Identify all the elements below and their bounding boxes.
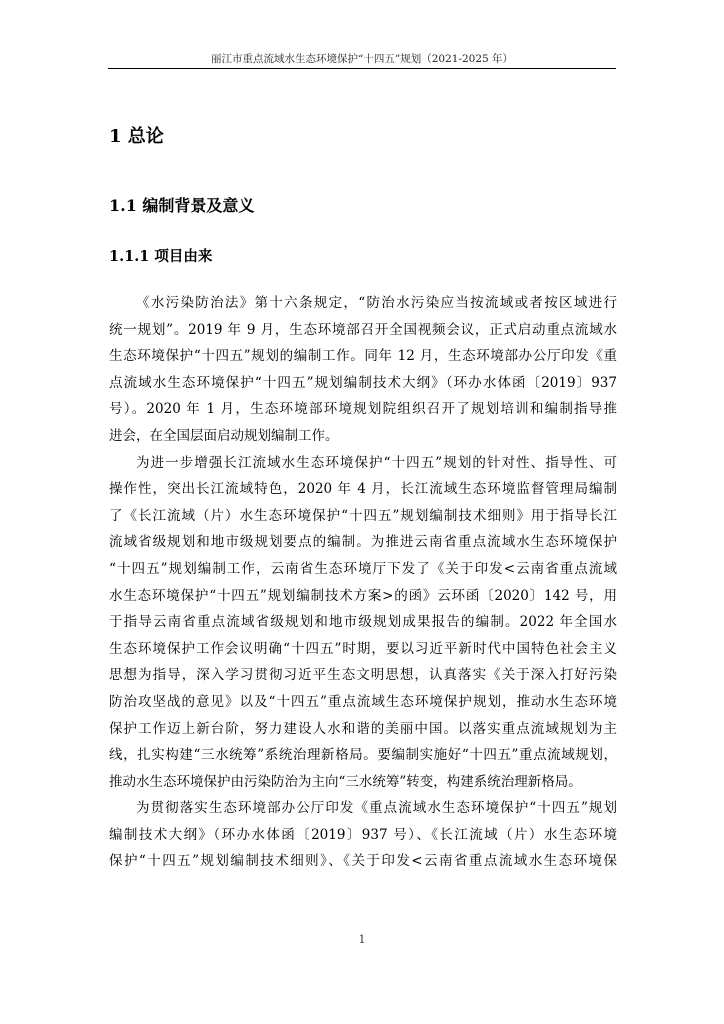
text-line: 水生态环境保护“十四五”规划编制技术方案>的函》云环函〔2020〕142 号，用 (109, 587, 617, 604)
text-line: 为贯彻落实生态环境部办公厅印发《重点流域水生态环境保护“十四五”规划 (136, 800, 617, 817)
text-line: 《水污染防治法》第十六条规定，“防治水污染应当按流域或者按区域进行 (136, 295, 617, 311)
text-line: 保护“十四五”规划编制技术细则》、《关于印发<云南省重点流域水生态环境保 (109, 853, 617, 870)
text-line: 线，扎实构建“三水统筹”系统治理新格局。要编制实施好“十四五”重点流域规划， (109, 747, 617, 764)
text-line: 于指导云南省重点流域省级规划和地市级规划成果报告的编制。2022 年全国水 (109, 614, 617, 631)
running-header: 丽江市重点流域水生态环境保护“十四五”规划（2021-2025 年） (210, 53, 514, 65)
text-line: 点流域水生态环境保护“十四五”规划编制技术大纲》（环办水体函〔2019〕937 (109, 374, 617, 391)
text-line: 生态环境保护工作会议明确“十四五”时期，要以习近平新时代中国特色社会主义 (109, 640, 617, 657)
text-line: 思想为指导，深入学习贯彻习近平生态文明思想，认真落实《关于深入打好污染 (109, 667, 617, 684)
text-line: 保护工作迈上新台阶，努力建设人水和谐的美丽中国。以落实重点流域规划为主 (109, 720, 617, 737)
text-line: 号）。2020 年 1 月，生态环境部环境规划院组织召开了规划培训和编制指导推 (109, 401, 617, 418)
text-line: 推动水生态环境保护由污染防治为主向“三水统筹”转变，构建系统治理新格局。 (109, 773, 582, 790)
text-line: 统一规划”。2019 年 9 月，生态环境部召开全国视频会议，正式启动重点流域水 (109, 321, 617, 338)
text-line: “十四五”规划编制工作，云南省生态环境厅下发了《关于印发<云南省重点流域 (109, 560, 617, 577)
text-line: 编制技术大纲》（环办水体函〔2019〕937 号）、《长江流域（片）水生态环境 (109, 826, 617, 843)
text-line: 操作性，突出长江流域特色，2020 年 4 月，长江流域生态环境监督管理局编制 (109, 481, 617, 498)
text-line: 生态环境保护“十四五”规划的编制工作。同年 12 月，生态环境部办公厅印发《重 (109, 348, 617, 365)
text-line: 为进一步增强长江流域水生态环境保护“十四五”规划的针对性、指导性、可 (136, 454, 617, 471)
text-line: 防治攻坚战的意见》以及“十四五”重点流域生态环境保护规划，推动水生态环境 (109, 693, 617, 710)
page-number: 1 (358, 933, 366, 946)
chapter-heading: 1 总论 (109, 126, 164, 147)
text-line: 了《长江流域（片）水生态环境保护“十四五”规划编制技术细则》用于指导长江 (109, 507, 617, 524)
header-rule (108, 68, 616, 69)
text-line: 进会，在全国层面启动规划编制工作。 (109, 427, 339, 444)
subsection-heading: 1.1.1 项目由来 (109, 248, 213, 265)
body-text (109, 290, 617, 875)
text-line: 流域省级规划和地市级规划要点的编制。为推进云南省重点流域水生态环境保护 (109, 534, 617, 551)
section-heading: 1.1 编制背景及意义 (109, 196, 255, 215)
